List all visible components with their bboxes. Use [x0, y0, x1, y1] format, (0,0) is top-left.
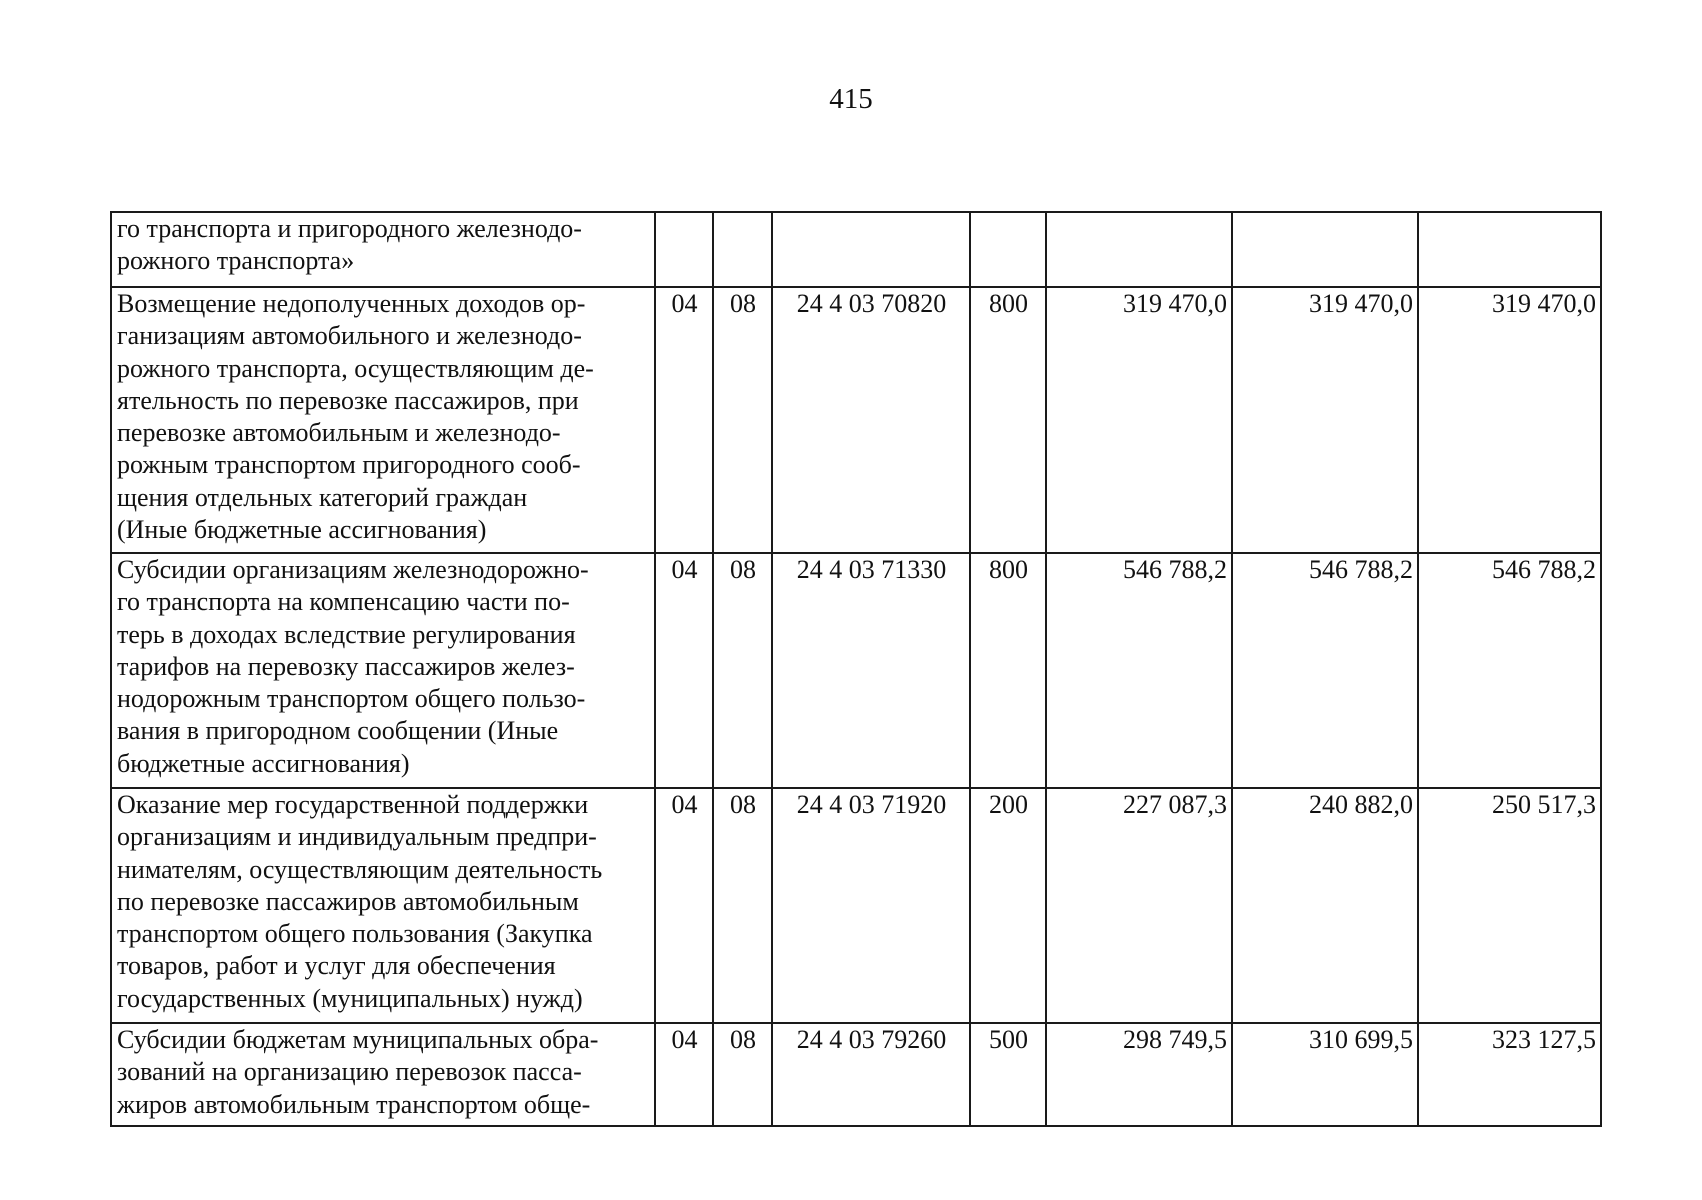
expense-type-cell: [970, 212, 1046, 287]
description-line: жиров автомобильным транспортом обще-: [117, 1089, 591, 1119]
amount-1-cell: 227 087,3: [1046, 788, 1232, 1023]
expense-type-cell: 200: [970, 788, 1046, 1023]
subsection-code-cell: [713, 212, 772, 287]
section-code-cell: [655, 212, 713, 287]
description-line: го транспорта на компенсацию части по-: [117, 587, 570, 617]
description-line: Субсидии организациям железнодорожно-: [117, 555, 589, 584]
description-line: рожного транспорта, осуществляющим де-: [117, 353, 594, 383]
description-line: Оказание мер государственной поддержки: [117, 790, 589, 819]
subsection-code-cell: 08: [713, 553, 772, 788]
amount-1-cell: 546 788,2: [1046, 553, 1232, 788]
section-code-cell: 04: [655, 788, 713, 1023]
amount-1-cell: [1046, 212, 1232, 287]
amount-3-cell: 250 517,3: [1418, 788, 1601, 1023]
description-line: Субсидии бюджетам муниципальных обра-: [117, 1025, 599, 1054]
description-line: щения отдельных категорий граждан: [117, 482, 528, 512]
row-description: [111, 553, 655, 788]
target-article-cell: 24 4 03 70820: [772, 287, 970, 553]
description-line: терь в доходах вследствие регулирования: [117, 619, 576, 649]
amount-2-cell: 546 788,2: [1232, 553, 1418, 788]
description-line: нодорожным транспортом общего пользо-: [117, 684, 586, 714]
table-row: [111, 553, 1601, 788]
row-description: [111, 287, 655, 553]
expense-type-cell: 500: [970, 1023, 1046, 1126]
row-description: [111, 212, 655, 287]
subsection-code-cell: 08: [713, 788, 772, 1023]
description-line: товаров, работ и услуг для обеспечения: [117, 951, 556, 981]
target-article-cell: 24 4 03 71330: [772, 553, 970, 788]
subsection-code-cell: 08: [713, 1023, 772, 1126]
description-line: рожного транспорта»: [117, 246, 355, 276]
description-line: нимателям, осуществляющим деятельность: [117, 854, 603, 884]
description-line: тарифов на перевозку пассажиров желез-: [117, 651, 575, 681]
amount-3-cell: [1418, 212, 1601, 287]
description-line: бюджетные ассигнования): [117, 748, 410, 778]
amount-3-cell: 319 470,0: [1418, 287, 1601, 553]
description-line: транспортом общего пользования (Закупка: [117, 919, 593, 949]
amount-1-cell: 319 470,0: [1046, 287, 1232, 553]
table-row: [111, 1023, 1601, 1126]
description-line: ятельность по перевозке пассажиров, при: [117, 385, 579, 415]
section-code-cell: 04: [655, 287, 713, 553]
section-code-cell: 04: [655, 1023, 713, 1126]
table-row: [111, 788, 1601, 1023]
row-description: [111, 788, 655, 1023]
subsection-code-cell: 08: [713, 287, 772, 553]
expense-type-cell: 800: [970, 287, 1046, 553]
description-line: Возмещение недополученных доходов ор-: [117, 289, 586, 318]
description-line: перевозке автомобильным и железнодо-: [117, 418, 561, 448]
target-article-cell: 24 4 03 79260: [772, 1023, 970, 1126]
amount-3-cell: 546 788,2: [1418, 553, 1601, 788]
table-row: [111, 212, 1601, 287]
budget-table: [110, 211, 1602, 1127]
section-code-cell: 04: [655, 553, 713, 788]
target-article-cell: 24 4 03 71920: [772, 788, 970, 1023]
amount-2-cell: 319 470,0: [1232, 287, 1418, 553]
page-number: 415: [829, 83, 873, 115]
description-line: вания в пригородном сообщении (Иные: [117, 716, 559, 746]
target-article-cell: [772, 212, 970, 287]
description-line: ганизациям автомобильного и железнодо-: [117, 321, 582, 351]
description-line: по перевозке пассажиров автомобильным: [117, 886, 579, 916]
amount-2-cell: 310 699,5: [1232, 1023, 1418, 1126]
table-row: [111, 287, 1601, 553]
amount-2-cell: [1232, 212, 1418, 287]
expense-type-cell: 800: [970, 553, 1046, 788]
amount-3-cell: 323 127,5: [1418, 1023, 1601, 1126]
description-line: го транспорта и пригородного железнодо-: [117, 214, 582, 243]
description-line: государственных (муниципальных) нужд): [117, 983, 583, 1013]
description-line: (Иные бюджетные ассигнования): [117, 515, 487, 545]
amount-1-cell: 298 749,5: [1046, 1023, 1232, 1126]
amount-2-cell: 240 882,0: [1232, 788, 1418, 1023]
description-line: рожным транспортом пригородного сооб-: [117, 450, 581, 480]
description-line: зований на организацию перевозок пасса-: [117, 1057, 582, 1087]
description-line: организациям и индивидуальным предпри-: [117, 822, 597, 852]
row-description: [111, 1023, 655, 1126]
